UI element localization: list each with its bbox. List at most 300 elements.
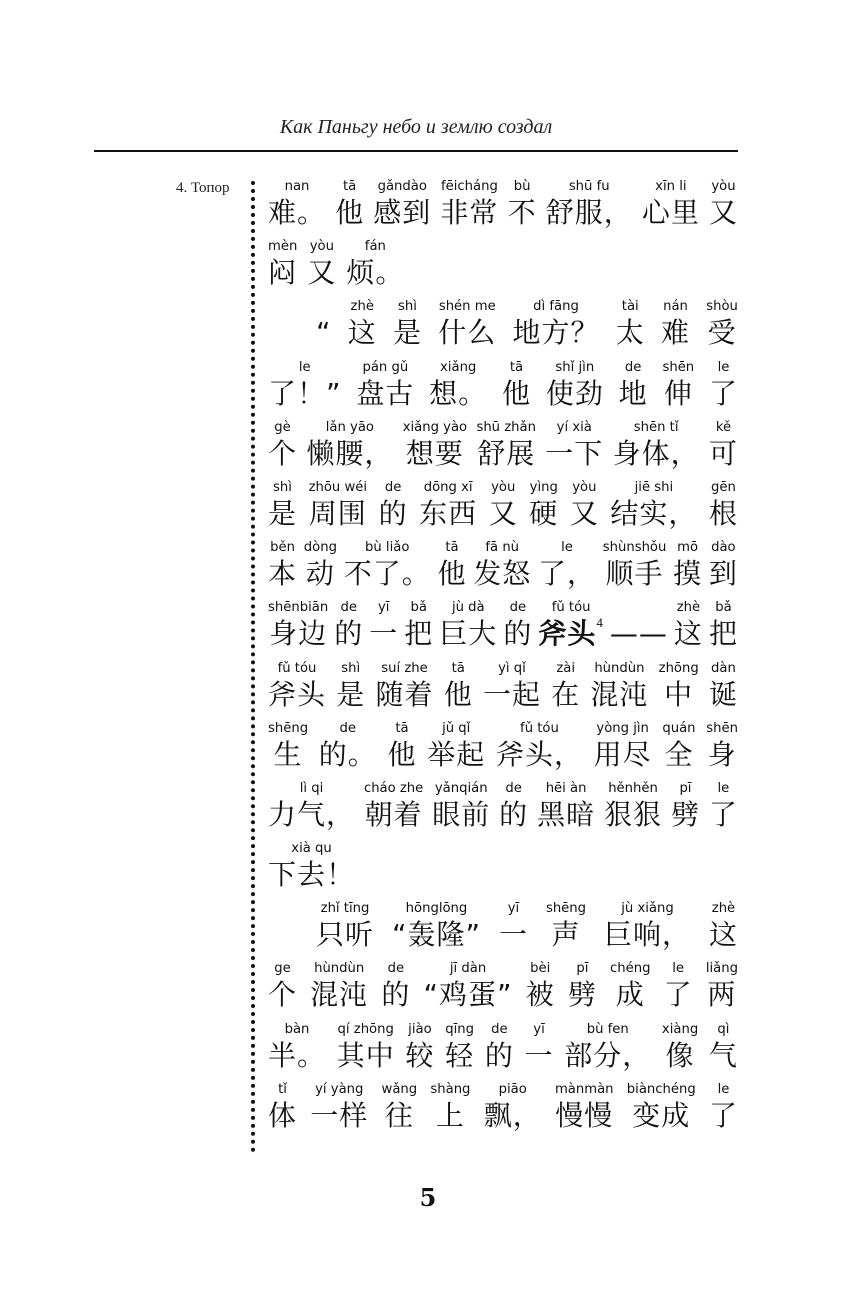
hanzi xyxy=(379,496,408,532)
dotted-margin-rule xyxy=(251,181,255,1153)
pinyin: bù xyxy=(513,179,531,194)
hanzi xyxy=(440,195,498,231)
word-segment xyxy=(306,419,393,472)
hanzi xyxy=(707,977,736,1013)
hanzi-text: 什么 xyxy=(438,316,497,350)
hanzi xyxy=(268,255,297,291)
text-line xyxy=(268,479,738,539)
text-line-row xyxy=(268,359,738,412)
pinyin: shén me xyxy=(438,299,496,315)
hanzi-text: 又 xyxy=(307,256,337,290)
hanzi-text: 用尽 xyxy=(593,737,652,771)
hanzi xyxy=(268,436,297,472)
word-segment xyxy=(268,479,297,532)
hanzi-text: 东西 xyxy=(419,496,478,530)
hanzi-text: 往 xyxy=(384,1098,414,1132)
hanzi xyxy=(709,797,738,833)
pinyin: nán xyxy=(663,299,688,315)
hanzi-text: 生 xyxy=(273,737,303,771)
text-line-row xyxy=(268,660,738,713)
pinyin: mànmàn xyxy=(554,1081,614,1097)
word-segment xyxy=(538,599,604,652)
hanzi xyxy=(709,1098,738,1134)
word-segment xyxy=(616,298,645,351)
hanzi xyxy=(335,195,364,231)
hanzi xyxy=(484,1098,542,1134)
hanzi-text: 非常 xyxy=(440,196,499,229)
hanzi-text: 一 xyxy=(369,617,399,651)
text-line xyxy=(268,1081,738,1141)
hanzi xyxy=(319,737,377,773)
text-line xyxy=(268,238,738,298)
hanzi-text: 了 xyxy=(708,1098,738,1132)
hanzi xyxy=(310,977,368,1013)
hanzi-text: 声 xyxy=(551,918,581,952)
pinyin: shēn xyxy=(662,359,695,375)
hanzi-text: 舒服， xyxy=(545,196,633,229)
hanzi-text: 这 xyxy=(673,617,703,651)
word-segment xyxy=(538,539,596,592)
hanzi xyxy=(546,376,604,412)
word-segment xyxy=(526,960,555,1013)
hanzi-text: 硬 xyxy=(529,496,559,530)
pinyin: qì xyxy=(717,1021,730,1037)
hanzi-text: 结实， xyxy=(610,496,698,530)
pinyin: yòu xyxy=(572,479,597,495)
pinyin: yī xyxy=(507,901,520,917)
hanzi xyxy=(268,857,355,893)
pinyin: gēn xyxy=(711,479,736,495)
word-segment xyxy=(373,178,431,231)
hanzi xyxy=(310,1098,368,1134)
word-segment xyxy=(555,1081,614,1134)
hanzi xyxy=(268,1098,297,1134)
word-segment xyxy=(483,660,541,713)
hanzi-text: 体 xyxy=(268,1098,298,1132)
header-title: Как Паньгу небо и землю создал xyxy=(279,116,553,138)
word-segment xyxy=(613,419,700,472)
text-line xyxy=(268,960,738,1020)
pinyin: shēn xyxy=(706,720,738,736)
hanzi-text: 只听 xyxy=(316,918,375,952)
word-segment xyxy=(503,599,532,652)
hanzi xyxy=(337,1038,395,1074)
pinyin: de xyxy=(387,961,405,977)
hanzi-text: 盘古 xyxy=(356,376,415,410)
pinyin: le xyxy=(717,1081,730,1097)
word-segment xyxy=(662,1021,698,1074)
hanzi-text: 了 xyxy=(708,797,738,831)
word-segment xyxy=(424,960,513,1013)
hanzi xyxy=(709,376,738,412)
hanzi xyxy=(709,1038,738,1074)
word-segment xyxy=(662,720,695,773)
pinyin: yí yàng xyxy=(315,1081,364,1097)
hanzi xyxy=(709,496,738,532)
text-line xyxy=(268,720,738,780)
hanzi-text: 地 xyxy=(618,376,648,410)
word-segment xyxy=(564,1021,651,1074)
hanzi-text: 两 xyxy=(707,978,737,1012)
margin-footnote-label: 4. Топор xyxy=(176,180,230,196)
pinyin: dàn xyxy=(711,660,736,676)
pinyin: tā xyxy=(445,540,459,556)
pinyin: yí xià xyxy=(556,419,592,435)
word-segment xyxy=(438,298,496,351)
word-segment xyxy=(437,539,466,592)
text-line-row xyxy=(268,238,738,291)
word-segment xyxy=(309,479,367,532)
hanzi xyxy=(429,376,487,412)
pinyin: qīng xyxy=(445,1021,474,1037)
word-segment xyxy=(304,539,337,592)
page-number: 5 xyxy=(419,1183,437,1212)
hanzi xyxy=(709,677,738,713)
text-line-row xyxy=(268,840,738,893)
pinyin: tā xyxy=(395,720,409,736)
hanzi xyxy=(436,1098,465,1134)
pinyin: shì xyxy=(273,479,292,495)
word-segment xyxy=(334,599,363,652)
text-line xyxy=(268,599,738,659)
pinyin: pī xyxy=(679,780,692,796)
pinyin: xiǎng yào xyxy=(402,419,468,435)
hanzi xyxy=(664,977,693,1013)
word-segment xyxy=(432,780,490,833)
pinyin: pī xyxy=(576,961,589,977)
pinyin: bǎ xyxy=(410,600,427,616)
hanzi xyxy=(269,616,327,652)
hanzi xyxy=(555,1098,613,1134)
word-segment xyxy=(268,720,308,773)
pinyin: shū zhǎn xyxy=(476,419,536,435)
hanzi-text: 狠狠 xyxy=(604,797,663,831)
word-segment xyxy=(537,780,595,833)
pinyin: kě xyxy=(715,419,732,435)
word-segment xyxy=(382,1081,418,1134)
hanzi xyxy=(419,496,477,532)
hanzi-text: 这 xyxy=(708,918,738,952)
word-segment xyxy=(316,298,332,351)
pinyin: dào xyxy=(711,540,736,556)
word-segment xyxy=(496,720,583,773)
word-segment xyxy=(445,1021,474,1074)
text-line-row xyxy=(268,720,738,773)
text-line xyxy=(268,359,738,419)
hanzi xyxy=(427,737,485,773)
word-segment xyxy=(336,660,365,713)
word-segment xyxy=(610,479,697,532)
hanzi xyxy=(307,255,336,291)
hanzi-text: 全 xyxy=(664,737,694,771)
hanzi xyxy=(526,977,555,1013)
pinyin: tā xyxy=(509,359,524,375)
hanzi-text: 黑暗 xyxy=(537,797,596,831)
hanzi-text: 是 xyxy=(336,677,366,711)
hanzi xyxy=(406,436,464,472)
hanzi-text: 太 xyxy=(615,316,645,350)
word-segment xyxy=(439,599,497,652)
hanzi xyxy=(496,737,583,773)
hanzi-text: 身 xyxy=(707,737,737,771)
hanzi xyxy=(613,436,700,472)
hanzi xyxy=(336,677,365,713)
hanzi xyxy=(306,556,335,592)
hanzi-text: 了！” xyxy=(268,376,342,410)
hanzi xyxy=(274,737,303,773)
word-segment xyxy=(604,900,691,953)
hanzi xyxy=(373,195,431,231)
hanzi xyxy=(385,1098,414,1134)
hanzi-text: —— xyxy=(609,617,668,651)
hanzi xyxy=(708,737,737,773)
hanzi-text: 上 xyxy=(435,1098,465,1132)
word-segment xyxy=(546,900,586,953)
hanzi-text: 眼前 xyxy=(432,797,491,831)
pinyin: zhè xyxy=(711,901,736,917)
pinyin: bǎ xyxy=(715,600,732,616)
hanzi-text: 一样 xyxy=(310,1098,369,1132)
pinyin: bàn xyxy=(284,1021,310,1037)
hanzi-text: 的 xyxy=(484,1038,514,1072)
hanzi-text: 中 xyxy=(664,677,694,711)
word-segment xyxy=(709,359,738,412)
hanzi-text: 周围 xyxy=(308,496,367,530)
word-segment xyxy=(642,178,700,231)
hanzi-text: 的 xyxy=(499,797,529,831)
hanzi xyxy=(268,556,297,592)
pinyin: yìng xyxy=(529,479,558,495)
pinyin: hùndùn xyxy=(314,961,365,977)
pinyin: de xyxy=(340,600,357,616)
pinyin: yòu xyxy=(491,479,516,495)
word-segment xyxy=(319,720,377,773)
text-line-row xyxy=(268,1081,738,1134)
hanzi-text: 混沌 xyxy=(310,978,369,1012)
hanzi xyxy=(438,315,496,351)
word-segment xyxy=(393,298,422,351)
pinyin: dì fāng xyxy=(533,299,579,315)
pinyin: bù fen xyxy=(586,1021,629,1037)
hanzi xyxy=(268,376,342,412)
hanzi-text: 了 xyxy=(708,376,738,410)
word-segment xyxy=(610,599,668,652)
word-segment xyxy=(568,960,597,1013)
hanzi-text: 心里 xyxy=(641,196,700,229)
hanzi xyxy=(477,436,535,472)
hanzi-text: 了， xyxy=(537,557,596,591)
hanzi-text: 的 xyxy=(334,617,364,651)
footnote-marker[interactable]: 4 xyxy=(596,615,604,631)
hanzi xyxy=(473,556,531,592)
pinyin: bù liǎo xyxy=(364,540,410,556)
hanzi-text: 半。 xyxy=(268,1038,327,1072)
hanzi xyxy=(344,556,431,592)
word-segment xyxy=(706,720,738,773)
hanzi xyxy=(570,496,599,532)
hanzi-text: 使劲 xyxy=(545,376,604,410)
text-line xyxy=(268,900,738,960)
hanzi xyxy=(709,917,738,953)
hanzi xyxy=(564,1038,651,1074)
hanzi-text: 慢慢 xyxy=(555,1098,614,1132)
pinyin: cháo zhe xyxy=(363,780,424,796)
pinyin: gè xyxy=(274,419,291,435)
word-segment xyxy=(484,1081,542,1134)
pinyin: lì qi xyxy=(299,780,324,796)
text-line xyxy=(268,660,738,720)
hanzi-text: 伸 xyxy=(663,376,693,410)
hanzi-text: 他 xyxy=(437,557,467,591)
hanzi-text: 他 xyxy=(335,196,365,229)
word-segment xyxy=(268,1021,326,1074)
hanzi-text: 舒展 xyxy=(477,436,536,470)
word-segment xyxy=(268,539,297,592)
hanzi xyxy=(664,376,693,412)
hanzi xyxy=(489,496,518,532)
hanzi-text: 根 xyxy=(708,496,738,530)
hanzi xyxy=(316,315,332,351)
hanzi-emphasis: 斧头 xyxy=(538,617,597,651)
pinyin: fǔ tóu xyxy=(277,660,317,676)
hanzi xyxy=(309,496,367,532)
word-segment xyxy=(444,660,473,713)
hanzi xyxy=(503,616,532,652)
hanzi-text: 斧头 xyxy=(268,677,327,711)
pinyin: xiàng xyxy=(661,1021,699,1037)
hanzi-text: 力气， xyxy=(268,797,356,831)
hanzi xyxy=(483,677,541,713)
pinyin: dōng xī xyxy=(423,479,473,495)
pinyin: fán xyxy=(364,239,386,255)
hanzi-text: 巨响， xyxy=(604,918,692,952)
pinyin: de xyxy=(624,359,642,375)
hanzi-text: 他 xyxy=(387,737,417,771)
hanzi-text: 诞 xyxy=(708,677,738,711)
hanzi-text: 可 xyxy=(708,436,738,470)
text-line-row xyxy=(268,1021,738,1074)
word-segment xyxy=(546,178,633,231)
hanzi xyxy=(529,496,558,532)
hanzi-text: 又 xyxy=(488,496,518,530)
hanzi xyxy=(632,1098,690,1134)
hanzi-text: 难。 xyxy=(268,196,327,229)
hanzi xyxy=(568,977,597,1013)
word-segment xyxy=(499,780,528,833)
word-segment xyxy=(403,419,467,472)
pinyin: le xyxy=(561,540,573,556)
pinyin: tā xyxy=(451,660,465,676)
hanzi-text: 难 xyxy=(661,316,691,350)
word-segment xyxy=(590,660,648,713)
text-line-row xyxy=(268,960,738,1013)
hanzi xyxy=(334,616,363,652)
word-segment xyxy=(664,960,693,1013)
hanzi xyxy=(346,255,404,291)
hanzi-text: 混沌 xyxy=(590,677,649,711)
word-segment xyxy=(671,780,700,833)
hanzi xyxy=(708,315,737,351)
hanzi-text: 劈 xyxy=(670,797,700,831)
word-segment xyxy=(525,1021,554,1074)
hanzi-text: 感到 xyxy=(373,196,432,229)
hanzi-text: 巨大 xyxy=(439,617,498,651)
pinyin: le xyxy=(717,359,730,375)
hanzi-text: 不 xyxy=(507,196,537,229)
hanzi xyxy=(709,616,738,652)
text-line-row xyxy=(268,178,738,231)
hanzi-text: 把 xyxy=(708,617,738,651)
pinyin: jī dàn xyxy=(449,961,487,977)
word-segment xyxy=(392,900,481,953)
hanzi-text: 地方？ xyxy=(512,316,600,350)
hanzi xyxy=(551,677,580,713)
word-segment xyxy=(604,780,662,833)
hanzi-text: 的。 xyxy=(318,737,377,771)
pinyin: zài xyxy=(556,660,576,676)
hanzi-text: 气 xyxy=(708,1038,738,1072)
pinyin: shēng xyxy=(545,901,587,917)
hanzi xyxy=(616,315,645,351)
pinyin: shǐ jìn xyxy=(555,359,595,375)
word-segment xyxy=(619,359,648,412)
hanzi xyxy=(619,376,648,412)
word-segment xyxy=(706,960,738,1013)
pinyin: zhōu wéi xyxy=(308,479,368,495)
hanzi xyxy=(709,556,738,592)
pinyin: liǎng xyxy=(705,961,738,977)
pinyin: tài xyxy=(621,299,639,315)
pinyin: zhǐ tīng xyxy=(320,901,370,917)
word-segment xyxy=(316,900,374,953)
hanzi xyxy=(365,797,423,833)
word-segment xyxy=(709,178,738,231)
hanzi xyxy=(392,917,481,953)
hanzi-text: 又 xyxy=(708,196,738,229)
pinyin: zhè xyxy=(676,600,701,616)
hanzi-text: 的 xyxy=(378,496,408,530)
hanzi xyxy=(594,737,652,773)
hanzi xyxy=(590,677,648,713)
pinyin: ge xyxy=(274,961,291,977)
word-segment xyxy=(673,539,702,592)
pinyin: zhōng xyxy=(658,660,699,676)
hanzi-text: 闷 xyxy=(268,256,298,290)
pinyin: le xyxy=(298,359,311,375)
hanzi-text: 把 xyxy=(404,617,434,651)
hanzi xyxy=(664,677,693,713)
word-segment xyxy=(268,419,297,472)
hanzi-text: 劈 xyxy=(567,978,597,1012)
word-segment xyxy=(268,238,297,291)
text-line xyxy=(268,539,738,599)
pinyin: xīn li xyxy=(655,179,687,194)
hanzi-text: 变成 xyxy=(632,1098,691,1132)
hanzi xyxy=(268,977,297,1013)
text-line-row xyxy=(268,419,738,472)
hanzi-text: 摸 xyxy=(673,557,703,591)
pinyin: shì xyxy=(341,660,361,676)
hanzi-text: 这 xyxy=(347,316,377,350)
hanzi xyxy=(316,917,374,953)
hanzi xyxy=(404,616,433,652)
pinyin: qí zhōng xyxy=(337,1021,394,1037)
word-segment xyxy=(709,479,738,532)
word-segment xyxy=(268,960,297,1013)
text-line-row xyxy=(268,479,738,532)
word-segment xyxy=(419,479,477,532)
word-segment xyxy=(405,1021,434,1074)
